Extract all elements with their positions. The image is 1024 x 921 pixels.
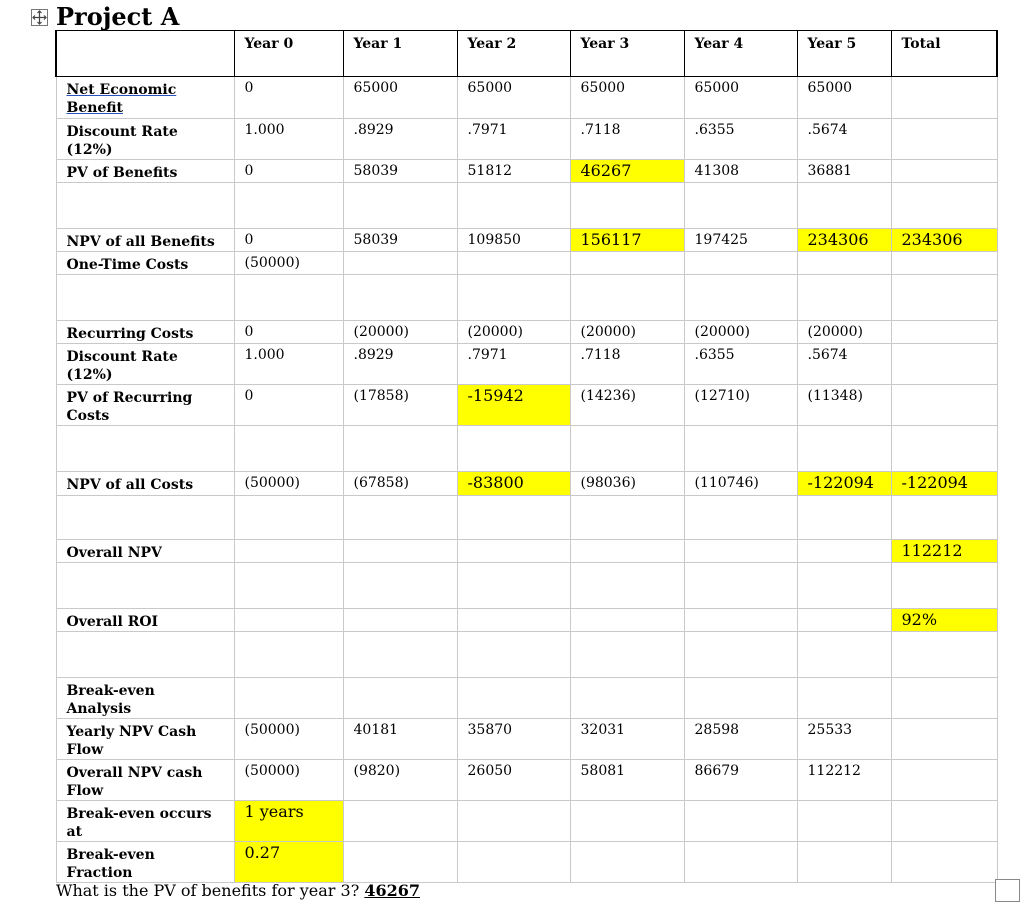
- table-cell: [343, 609, 457, 632]
- table-cell: 51812: [457, 160, 570, 183]
- table-cell: [570, 801, 684, 842]
- table-cell: (20000): [797, 321, 891, 344]
- table-cell: 112212: [797, 760, 891, 801]
- table-cell: 0: [234, 385, 343, 426]
- table-cell: [457, 252, 570, 275]
- highlighted-cell: 92%: [891, 609, 997, 632]
- table-cell: 65000: [797, 77, 891, 119]
- row-label: Overall NPV: [56, 540, 234, 563]
- table-cell: [234, 609, 343, 632]
- table-cell: 40181: [343, 719, 457, 760]
- table-cell: (50000): [234, 252, 343, 275]
- table-cell: .7971: [457, 119, 570, 160]
- row-label: Overall ROI: [56, 609, 234, 632]
- header-year-5: Year 5: [797, 31, 891, 77]
- table-cell: [457, 801, 570, 842]
- row-label: NPV of all Benefits: [56, 229, 234, 252]
- question-prompt: What is the PV of benefits for year 3?: [56, 881, 365, 900]
- table-row: [56, 321, 997, 344]
- highlighted-cell: 234306: [797, 229, 891, 252]
- highlighted-cell: 46267: [570, 160, 684, 183]
- spacer-row: [56, 563, 997, 609]
- table-cell: 65000: [343, 77, 457, 119]
- table-cell: [343, 252, 457, 275]
- table-cell: [234, 540, 343, 563]
- table-cell: [684, 842, 797, 883]
- header-total: Total: [891, 31, 997, 77]
- highlighted-cell: 156117: [570, 229, 684, 252]
- table-cell: .8929: [343, 119, 457, 160]
- table-cell: .7118: [570, 344, 684, 385]
- row-label: Break-even occurs at: [56, 801, 234, 842]
- header-year-1: Year 1: [343, 31, 457, 77]
- table-cell: (14236): [570, 385, 684, 426]
- highlighted-cell: -15942: [457, 385, 570, 426]
- table-cell: .6355: [684, 119, 797, 160]
- table-cell: (50000): [234, 760, 343, 801]
- table-cell: [891, 119, 997, 160]
- spacer-row: [56, 632, 997, 678]
- table-cell: [343, 540, 457, 563]
- table-cell: [891, 801, 997, 842]
- row-label: PV of Recurring Costs: [56, 385, 234, 426]
- table-cell: [891, 160, 997, 183]
- header-year-2: Year 2: [457, 31, 570, 77]
- table-cell: [891, 252, 997, 275]
- row-label: Break-even Analysis: [56, 678, 234, 719]
- table-cell: (50000): [234, 719, 343, 760]
- table-cell: [891, 842, 997, 883]
- table-cell: 35870: [457, 719, 570, 760]
- table-cell: [684, 801, 797, 842]
- table-cell: (17858): [343, 385, 457, 426]
- highlighted-cell: 112212: [891, 540, 997, 563]
- table-cell: .5674: [797, 344, 891, 385]
- table-cell: 86679: [684, 760, 797, 801]
- table-cell: [891, 760, 997, 801]
- spacer-row: [56, 496, 997, 540]
- question-text: [56, 880, 420, 902]
- table-cell: 0: [234, 160, 343, 183]
- table-cell: .7971: [457, 344, 570, 385]
- table-cell: [684, 678, 797, 719]
- table-cell: (9820): [343, 760, 457, 801]
- table-cell: [343, 801, 457, 842]
- header-year-0: Year 0: [234, 31, 343, 77]
- table-cell: [891, 77, 997, 119]
- table-cell: [684, 609, 797, 632]
- table-cell: [891, 678, 997, 719]
- row-label: One-Time Costs: [56, 252, 234, 275]
- row-label: Yearly NPV Cash Flow: [56, 719, 234, 760]
- table-row: [56, 540, 997, 563]
- row-label: Break-even Fraction: [56, 842, 234, 883]
- table-cell: 25533: [797, 719, 891, 760]
- table-cell: 0: [234, 77, 343, 119]
- table-cell: [570, 678, 684, 719]
- table-cell: (98036): [570, 472, 684, 496]
- table-cell: (20000): [343, 321, 457, 344]
- table-cell: 197425: [684, 229, 797, 252]
- table-cell: 41308: [684, 160, 797, 183]
- table-row: [56, 719, 997, 760]
- table-cell: 26050: [457, 760, 570, 801]
- table-row: [56, 344, 997, 385]
- table-cell: 36881: [797, 160, 891, 183]
- header-year-4: Year 4: [684, 31, 797, 77]
- spacer-row: [56, 426, 997, 472]
- table-row: [56, 801, 997, 842]
- table-cell: 0: [234, 229, 343, 252]
- table-cell: [234, 678, 343, 719]
- table-cell: 109850: [457, 229, 570, 252]
- row-label: Recurring Costs: [56, 321, 234, 344]
- table-cell: [797, 842, 891, 883]
- table-cell: (67858): [343, 472, 457, 496]
- table-row: [56, 160, 997, 183]
- table-cell: [570, 842, 684, 883]
- table-cell: 1.000: [234, 344, 343, 385]
- document-title: Project A: [56, 2, 180, 31]
- table-cell: [891, 385, 997, 426]
- table-cell: [797, 609, 891, 632]
- highlighted-cell: -83800: [457, 472, 570, 496]
- resize-handle-icon[interactable]: [995, 879, 1020, 902]
- highlighted-cell: -122094: [797, 472, 891, 496]
- table-cell: .7118: [570, 119, 684, 160]
- spacer-row: [56, 275, 997, 321]
- table-cell: 58039: [343, 229, 457, 252]
- table-move-handle-icon[interactable]: [31, 9, 48, 26]
- table-cell: [797, 678, 891, 719]
- header-year-3: Year 3: [570, 31, 684, 77]
- table-cell: .6355: [684, 344, 797, 385]
- table-cell: 32031: [570, 719, 684, 760]
- table-row: [56, 252, 997, 275]
- table-cell: 58039: [343, 160, 457, 183]
- table-row: [56, 119, 997, 160]
- row-label: PV of Benefits: [56, 160, 234, 183]
- row-label: Net Economic Benefit: [66, 82, 177, 116]
- table-cell: .8929: [343, 344, 457, 385]
- table-cell: (12710): [684, 385, 797, 426]
- table-cell: [797, 801, 891, 842]
- table-cell: (110746): [684, 472, 797, 496]
- table-cell: (11348): [797, 385, 891, 426]
- table-cell: [570, 609, 684, 632]
- table-cell: (20000): [457, 321, 570, 344]
- header-cell-blank: [56, 31, 234, 77]
- table-cell: [343, 678, 457, 719]
- table-cell: 1.000: [234, 119, 343, 160]
- table-cell: (50000): [234, 472, 343, 496]
- table-cell: 58081: [570, 760, 684, 801]
- row-label: Overall NPV cash Flow: [56, 760, 234, 801]
- table-cell: 28598: [684, 719, 797, 760]
- highlighted-cell: -122094: [891, 472, 997, 496]
- table-cell: [797, 252, 891, 275]
- table-cell: [457, 540, 570, 563]
- table-cell: [343, 842, 457, 883]
- table-cell: [570, 540, 684, 563]
- table-cell: [891, 321, 997, 344]
- header-row: [56, 31, 997, 77]
- highlighted-cell: 0.27: [234, 842, 343, 883]
- table-cell: [457, 678, 570, 719]
- table-cell: 65000: [684, 77, 797, 119]
- spacer-row: [56, 183, 997, 229]
- npv-table: [55, 30, 998, 883]
- table-row: [56, 842, 997, 883]
- table-row: [56, 609, 997, 632]
- table-row: [56, 678, 997, 719]
- table-row: [56, 472, 997, 496]
- table-row: [56, 77, 997, 119]
- row-label: NPV of all Costs: [56, 472, 234, 496]
- table-cell: 65000: [570, 77, 684, 119]
- table-cell: 65000: [457, 77, 570, 119]
- table-cell: [797, 540, 891, 563]
- table-cell: [891, 344, 997, 385]
- table-cell: [457, 609, 570, 632]
- table-cell: .5674: [797, 119, 891, 160]
- table-cell: [570, 252, 684, 275]
- table-cell: [684, 252, 797, 275]
- table-cell: [684, 540, 797, 563]
- question-answer: 46267: [364, 881, 421, 900]
- table-row: [56, 385, 997, 426]
- table-row: [56, 229, 997, 252]
- table-cell: 0: [234, 321, 343, 344]
- table-cell: (20000): [570, 321, 684, 344]
- table-cell: (20000): [684, 321, 797, 344]
- row-label: Discount Rate (12%): [56, 344, 234, 385]
- highlighted-cell: 234306: [891, 229, 997, 252]
- row-label: Discount Rate (12%): [56, 119, 234, 160]
- table-row: [56, 760, 997, 801]
- table-cell: [457, 842, 570, 883]
- highlighted-cell: 1 years: [234, 801, 343, 842]
- table-cell: [891, 719, 997, 760]
